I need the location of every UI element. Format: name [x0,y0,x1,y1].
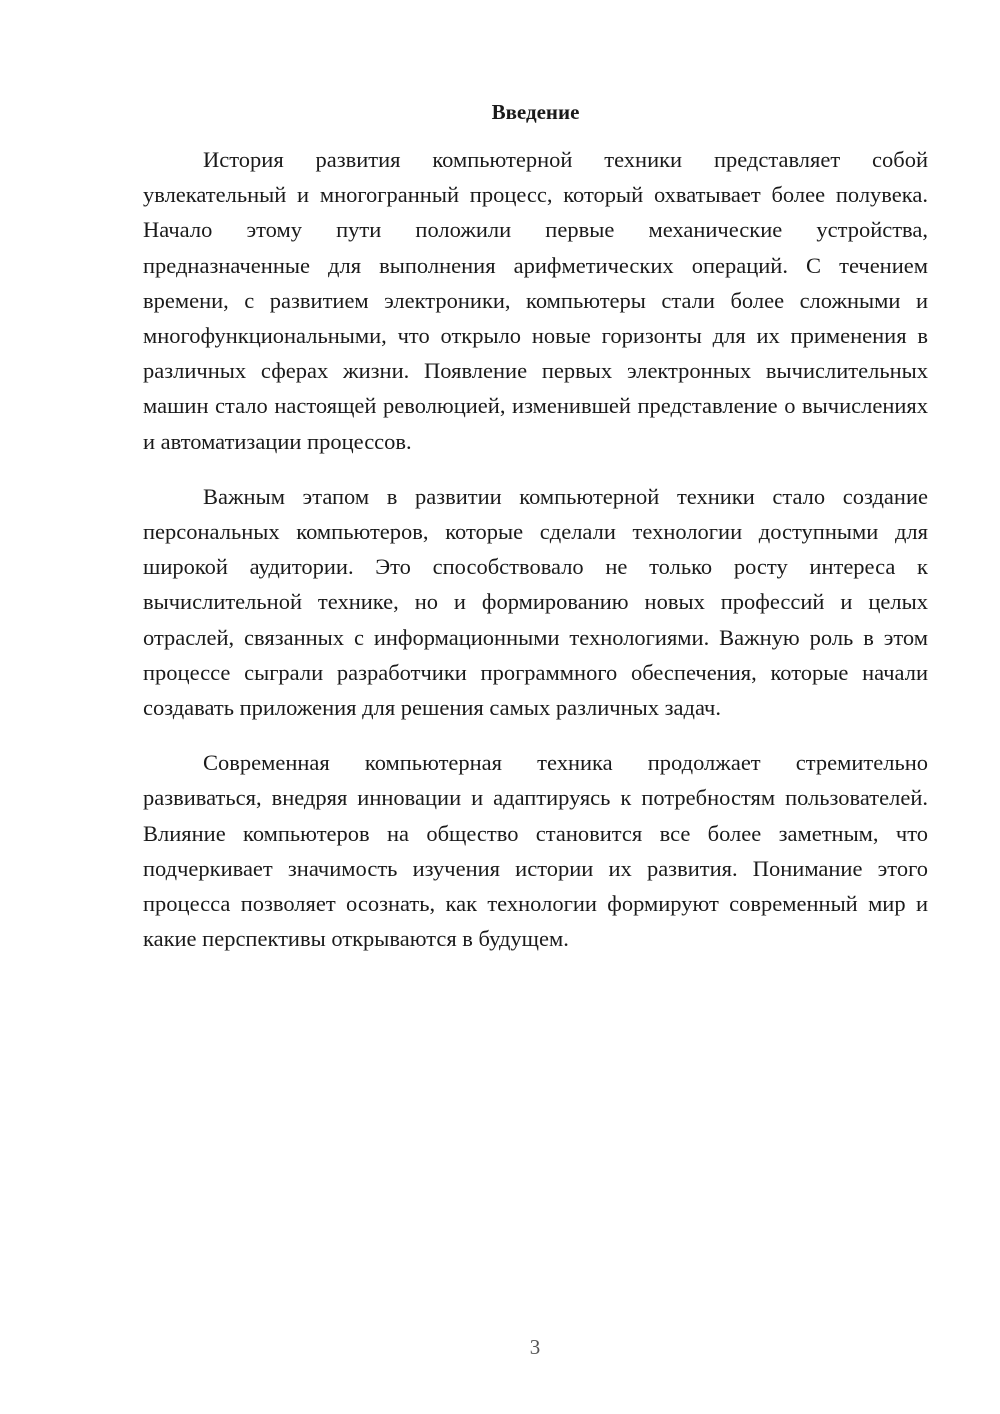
page-number: 3 [529,1335,541,1359]
paragraph-1: История развития компьютерной техники представляет собой увлекательный и многогранный процесс, который охватывает более полувека. Начало этому пути положили первые механические устройства, предназначенные для выполнения арифметических операций. С течением времени, с развитием электроники, компьютеры стали более сложными и многофункциональными, что открыло новые горизонты для их применения в различных сферах жизни. Появление первых электронных вычислительных машин стало настоящей революцией, изменившей представление о вычислениях и автоматизации процессов. [143,147,928,454]
paragraph-3: Современная компьютерная техника продолжает стремительно развиваться, внедряя инновации и адаптируясь к потребностям пользователей. Влияние компьютеров на общество становится все более заметным, что подчеркивает значимость изучения истории их развития. Понимание этого процесса позволяет осознать, как технологии формируют современный мир и какие перспективы открываются в будущем. [143,750,928,952]
paragraph-2: Важным этапом в развитии компьютерной техники стало создание персональных компьютеров, которые сделали технологии доступными для широкой аудитории. Это способствовало не только росту интереса к вычислительной технике, но и формированию новых профессий и целых отраслей, связанных с информационными технологиями. Важную роль в этом процессе сыграли разработчики программного обеспечения, которые начали создавать приложения для решения самых различных задач. [143,483,928,721]
body-text [143,142,928,976]
page-heading: Введение [491,100,580,124]
